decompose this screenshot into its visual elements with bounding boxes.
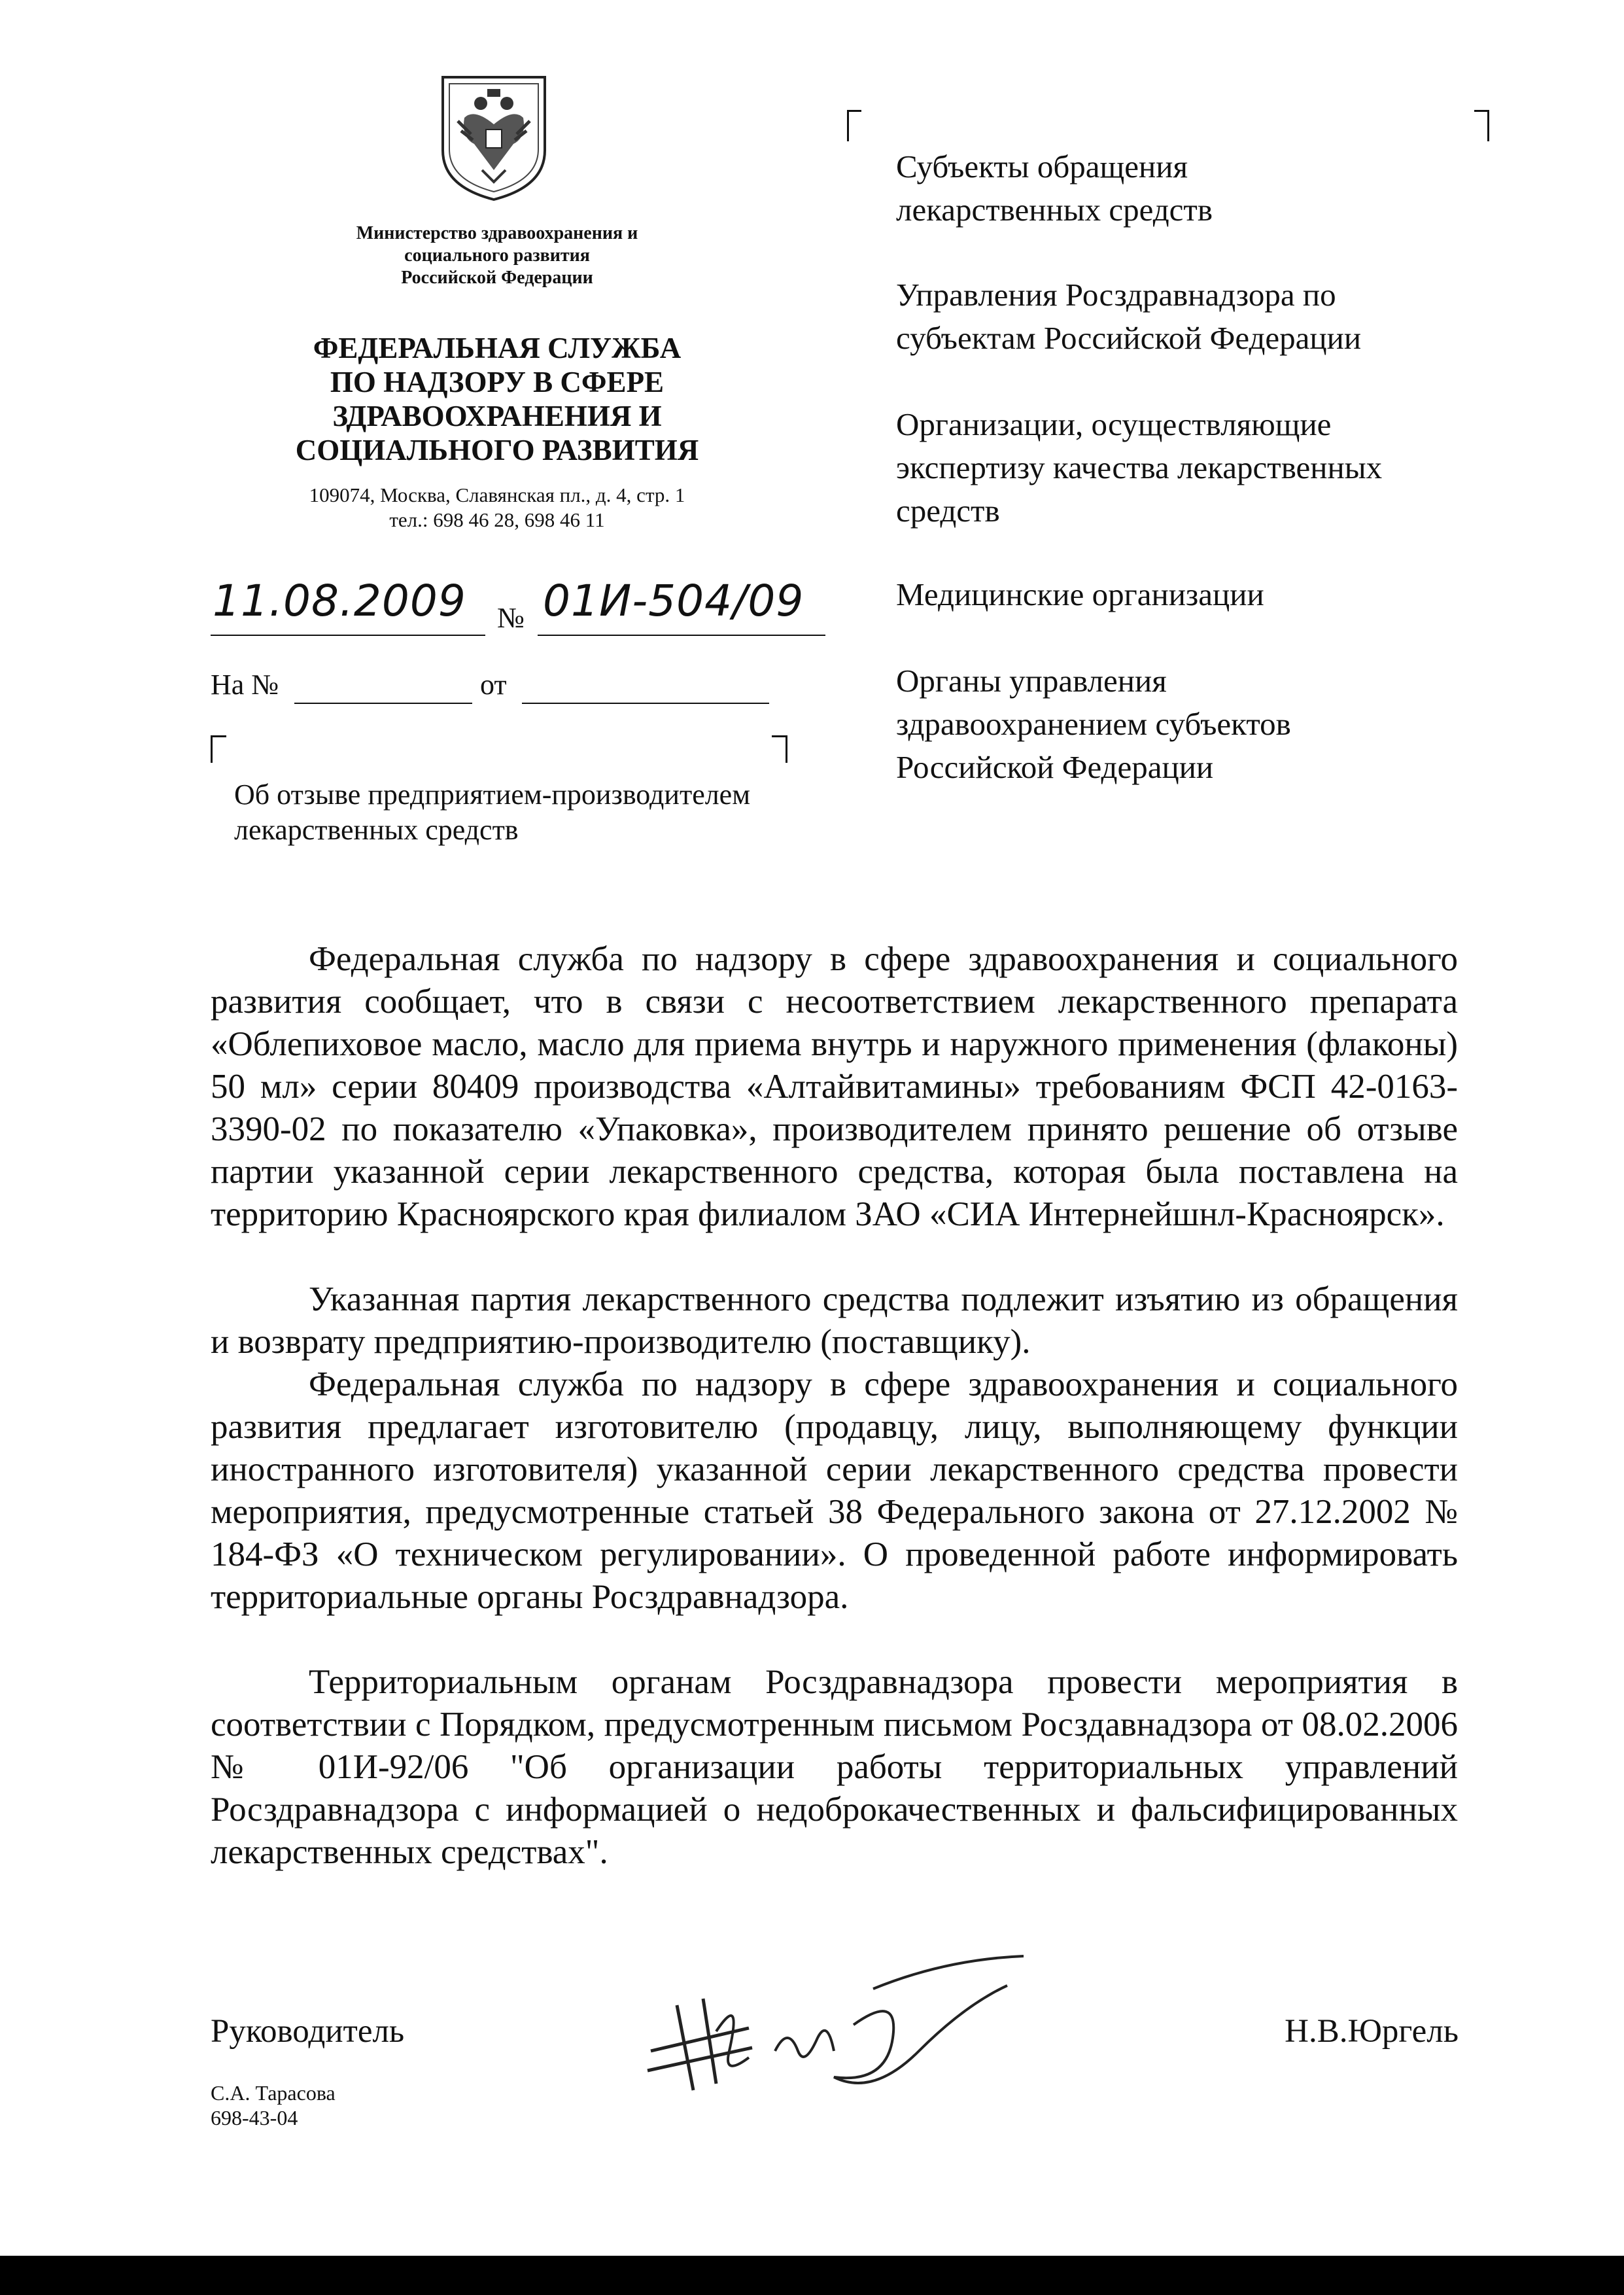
addressee-corner-right-h — [1474, 110, 1489, 112]
service-address: 109074, Москва, Славянская пл., д. 4, стр. 1 — [309, 483, 685, 506]
body-paragraph-3: Федеральная служба по надзору в сфере здравоохранения и социального развития предлагает изготовителю (продавцу, лицу, выполняющему функции иностранного изготовителя) указанной серии лекарственного средства провести мероприятия, предусмотренные статьей 38 Федерального закона от 27.12.2002 № 184-ФЗ «О техническом регулировании». О проведенной работе информировать территориальные органы Росздравнадзора. — [211, 1365, 1458, 1616]
ref-number-label: На № — [211, 669, 279, 701]
addressee-5-line-1: Органы управления — [896, 663, 1167, 699]
ref-from-blank — [522, 703, 769, 704]
service-line-2: ПО НАДЗОРУ В СФЕРЕ — [330, 366, 665, 398]
executor-phone: 698-43-04 — [211, 2106, 298, 2129]
service-line-3: ЗДРАВООХРАНЕНИЯ И — [332, 400, 662, 432]
addressee-1-line-2: лекарственных средств — [896, 192, 1213, 228]
addressee-3-line-1: Организации, осуществляющие — [896, 406, 1332, 442]
addressee-corner-left-h — [847, 110, 861, 112]
signatory-name: Н.В.Юргель — [1285, 2013, 1459, 2050]
service-line-4: СОЦИАЛЬНОГО РАЗВИТИЯ — [295, 434, 699, 466]
number-underline — [538, 635, 825, 636]
service-line-1: ФЕДЕРАЛЬНАЯ СЛУЖБА — [313, 332, 682, 364]
subject-corner-left-v — [211, 735, 213, 763]
addressee-2-line-2: субъектам Российской Федерации — [896, 320, 1362, 356]
handwritten-signature — [638, 1953, 1037, 2103]
subject-line-1: Об отзыве предприятием-производителем — [234, 779, 751, 811]
addressee-4 — [896, 573, 1557, 616]
body-paragraph-4: Территориальным органам Росздравнадзора провести мероприятия в соответствии с Порядком, предусмотренным письмом Росздавнадзора от 08.02.2006 № 01И-92/06 "Об организации работы территориальных управлений Росздравнадзора с информацией о недоброкачественных и фальсифицированных лекарственных средствах". — [211, 1663, 1458, 1871]
addressee-3-line-3: средств — [896, 493, 1000, 529]
body-paragraph-2: Указанная партия лекарственного средства подлежит изъятию из обращения и возврату предприятию-производителю (поставщику). — [211, 1280, 1458, 1361]
body-paragraph-1: Федеральная служба по надзору в сфере здравоохранения и социального развития сообщает, что в связи с несоответствием лекарственного препарата «Облепиховое масло, масло для приема внутрь и наружного применения (флаконы) 50 мл» серии 80409 производства «Алтайвитамины» требованиям ФСП 42-0163-3390-02 по показателю «Упаковка», производителем принято решение об отзыве партии указанной серии лекарственного средства, которая была поставлена на территорию Красноярского края филиалом ЗАО «СИА Интернейшнл-Красноярск». — [211, 940, 1458, 1233]
addressee-3 — [896, 403, 1557, 533]
subject-corner-left-h — [211, 735, 226, 737]
addressee-4-line-1: Медицинские организации — [896, 576, 1264, 612]
scan-bottom-border — [0, 2256, 1624, 2295]
addressee-5-line-3: Российской Федерации — [896, 749, 1214, 785]
ref-number-blank — [294, 703, 472, 704]
addressee-2-line-1: Управления Росздравнадзора по — [896, 277, 1336, 313]
ministry-line-1: Министерство здравоохранения и — [356, 223, 638, 243]
date-underline — [211, 635, 485, 636]
ministry-line-2: социального развития — [404, 245, 590, 266]
addressee-2 — [896, 273, 1557, 360]
subject-corner-right-v — [786, 735, 787, 763]
executor-name: С.А. Тарасова — [211, 2081, 336, 2105]
addressee-1-line-1: Субъекты обращения — [896, 149, 1188, 184]
subject-line-2: лекарственных средств — [234, 814, 519, 846]
addressee-corner-left-v — [847, 110, 849, 141]
addressee-5 — [896, 659, 1557, 789]
number-sign: № — [497, 602, 525, 634]
coat-of-arms-emblem — [435, 72, 553, 203]
ministry-line-3: Российской Федерации — [401, 268, 593, 288]
registration-number: 01И-504/09 — [543, 576, 804, 626]
signatory-position: Руководитель — [211, 2013, 405, 2050]
registration-date: 11.08.2009 — [213, 576, 466, 626]
service-phone: тел.: 698 46 28, 698 46 11 — [389, 508, 605, 531]
ref-from-label: от — [480, 669, 507, 701]
addressee-1 — [896, 145, 1557, 232]
addressee-corner-right-v — [1487, 110, 1489, 141]
addressee-3-line-2: экспертизу качества лекарственных — [896, 449, 1383, 485]
addressee-5-line-2: здравоохранением субъектов — [896, 706, 1291, 742]
